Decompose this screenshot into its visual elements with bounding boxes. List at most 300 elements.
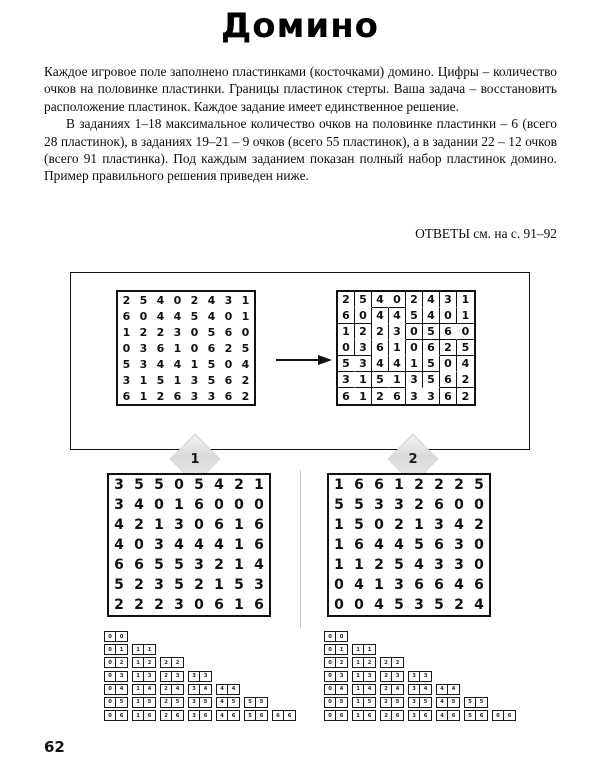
domino-half: 3 <box>409 711 420 720</box>
domino-tile <box>104 684 128 695</box>
puzzle-1-cell: 5 <box>149 475 169 495</box>
domino-half: 5 <box>200 698 211 707</box>
solution-cell: 6 <box>440 388 457 404</box>
solution-cell: 2 <box>406 292 423 308</box>
puzzle-2-cell: 5 <box>469 475 489 495</box>
domino-half: 0 <box>325 658 336 667</box>
puzzle-1-cell: 6 <box>209 595 229 615</box>
domino-half: 3 <box>189 685 200 694</box>
solution-cell: 6 <box>440 372 457 388</box>
domino-set-1 <box>104 631 300 723</box>
example-puzzle-cell: 3 <box>169 324 186 340</box>
domino-half: 5 <box>245 698 256 707</box>
solution-cell: 1 <box>338 324 355 340</box>
example-puzzle-cell: 4 <box>169 356 186 372</box>
puzzle-2-cell: 3 <box>389 495 409 515</box>
domino-half: 3 <box>409 698 420 707</box>
domino-tile <box>132 657 156 668</box>
solution-cell: 4 <box>372 308 389 324</box>
domino-half: 3 <box>172 672 183 681</box>
puzzle-2-cell: 0 <box>449 495 469 515</box>
domino-half: 2 <box>381 711 392 720</box>
domino-tile <box>408 671 432 682</box>
puzzle-2-cell: 3 <box>429 515 449 535</box>
example-puzzle-cell: 4 <box>237 356 254 372</box>
domino-half: 5 <box>465 711 476 720</box>
domino-set-row <box>104 710 300 721</box>
example-puzzle-cell: 0 <box>118 340 135 356</box>
domino-half: 4 <box>437 685 448 694</box>
domino-half: 4 <box>364 685 375 694</box>
domino-half: 4 <box>448 685 459 694</box>
puzzle-1-cell: 1 <box>229 555 249 575</box>
puzzle-2-cell: 5 <box>429 595 449 615</box>
domino-half: 6 <box>273 711 284 720</box>
puzzle-1-cell: 5 <box>129 475 149 495</box>
domino-half: 3 <box>409 685 420 694</box>
puzzle-badge-2-label: 2 <box>408 451 418 467</box>
solution-cell: 2 <box>457 372 474 388</box>
domino-half: 0 <box>325 685 336 694</box>
domino-set-row <box>324 697 520 708</box>
puzzle-2-cell: 4 <box>449 575 469 595</box>
example-puzzle-cell: 2 <box>220 340 237 356</box>
domino-tile <box>244 710 268 721</box>
solution-cell: 3 <box>406 388 423 404</box>
domino-half: 6 <box>228 711 239 720</box>
puzzle-1-cell: 4 <box>209 535 229 555</box>
domino-half: 4 <box>336 685 347 694</box>
domino-half: 5 <box>420 698 431 707</box>
domino-tile <box>352 671 376 682</box>
domino-half: 2 <box>161 698 172 707</box>
solution-cell: 1 <box>355 372 372 388</box>
domino-half: 0 <box>105 658 116 667</box>
puzzle-1-cell: 2 <box>189 575 209 595</box>
puzzle-2-cell: 0 <box>369 515 389 535</box>
puzzle-1-cell: 0 <box>169 475 189 495</box>
domino-half: 6 <box>448 711 459 720</box>
domino-half: 4 <box>437 711 448 720</box>
domino-half: 5 <box>364 698 375 707</box>
puzzle-1-cell: 2 <box>129 575 149 595</box>
example-puzzle-cell: 6 <box>203 340 220 356</box>
domino-half: 0 <box>105 632 116 641</box>
domino-half: 6 <box>364 711 375 720</box>
domino-half: 2 <box>381 658 392 667</box>
puzzle-2-cell: 6 <box>409 575 429 595</box>
puzzle-2-cell: 5 <box>349 495 369 515</box>
puzzle-2-cell: 3 <box>449 555 469 575</box>
example-puzzle-cell: 3 <box>203 388 220 404</box>
domino-tile <box>436 697 460 708</box>
domino-set-row <box>104 671 300 682</box>
puzzle-1-cell: 6 <box>109 555 129 575</box>
puzzle-2-cell: 1 <box>329 475 349 495</box>
domino-tile <box>408 697 432 708</box>
domino-half: 3 <box>336 672 347 681</box>
example-puzzle-cell: 6 <box>152 340 169 356</box>
domino-half: 2 <box>392 658 403 667</box>
domino-half: 3 <box>189 711 200 720</box>
domino-tile <box>104 671 128 682</box>
puzzle-2-cell: 4 <box>409 555 429 575</box>
domino-set-row <box>324 710 520 721</box>
puzzle-1-cell: 3 <box>169 515 189 535</box>
domino-set-row <box>324 644 520 655</box>
puzzle-1-cell: 2 <box>129 515 149 535</box>
puzzle-2-cell: 0 <box>469 495 489 515</box>
domino-tile <box>352 684 376 695</box>
solution-cell: 2 <box>372 388 389 404</box>
domino-half: 4 <box>437 698 448 707</box>
solution-cell: 3 <box>406 372 423 388</box>
puzzle-1-cell: 2 <box>149 595 169 615</box>
puzzle-1-cell: 0 <box>149 495 169 515</box>
puzzle-2-cell: 1 <box>389 475 409 495</box>
example-puzzle-cell: 3 <box>186 372 203 388</box>
example-puzzle-cell: 0 <box>237 324 254 340</box>
domino-half: 2 <box>364 658 375 667</box>
puzzle-2-cell: 1 <box>369 575 389 595</box>
puzzle-2-cell: 3 <box>369 495 389 515</box>
example-puzzle-cell: 0 <box>135 308 152 324</box>
domino-half: 0 <box>105 685 116 694</box>
puzzle-2-cell: 6 <box>349 535 369 555</box>
domino-half: 5 <box>116 698 127 707</box>
example-puzzle-cell: 4 <box>152 292 169 308</box>
domino-tile <box>324 684 348 695</box>
example-puzzle-cell: 5 <box>203 324 220 340</box>
puzzle-2-cell: 2 <box>469 515 489 535</box>
puzzle-1-cell: 1 <box>229 595 249 615</box>
puzzle-1-cell: 0 <box>229 495 249 515</box>
domino-half: 1 <box>336 645 347 654</box>
puzzle-1-cell: 5 <box>169 555 189 575</box>
example-puzzle-cell: 2 <box>118 292 135 308</box>
solution-cell: 4 <box>389 308 406 324</box>
puzzle-1-cell: 3 <box>109 475 129 495</box>
puzzle-1-cell: 3 <box>169 595 189 615</box>
domino-half: 1 <box>364 645 375 654</box>
domino-set-row <box>104 631 300 642</box>
puzzle-2-cell: 6 <box>369 475 389 495</box>
puzzle-grid-2 <box>327 473 491 617</box>
domino-tile <box>324 657 348 668</box>
example-puzzle-cell: 3 <box>135 340 152 356</box>
domino-set-row <box>104 697 300 708</box>
puzzle-1-cell: 5 <box>149 555 169 575</box>
domino-tile <box>132 671 156 682</box>
puzzle-1-cell: 6 <box>209 515 229 535</box>
domino-half: 5 <box>172 698 183 707</box>
domino-tile <box>104 631 128 642</box>
solution-cell: 0 <box>457 324 474 340</box>
solution-cell: 4 <box>423 308 440 324</box>
domino-tile <box>324 644 348 655</box>
domino-half: 3 <box>189 672 200 681</box>
domino-tile <box>324 697 348 708</box>
domino-tile <box>216 697 240 708</box>
domino-set-2 <box>324 631 520 723</box>
domino-half: 0 <box>325 698 336 707</box>
example-puzzle-cell: 0 <box>220 308 237 324</box>
domino-half: 0 <box>325 645 336 654</box>
domino-tile <box>352 657 376 668</box>
solution-cell: 6 <box>389 388 406 404</box>
domino-half: 2 <box>161 685 172 694</box>
domino-half: 2 <box>161 672 172 681</box>
domino-half: 5 <box>448 698 459 707</box>
domino-tile <box>436 710 460 721</box>
domino-half: 1 <box>133 685 144 694</box>
intro-text <box>44 63 557 185</box>
solution-cell: 3 <box>440 292 457 308</box>
domino-half: 4 <box>144 685 155 694</box>
domino-half: 3 <box>409 672 420 681</box>
puzzle-badge-1-label: 1 <box>190 451 200 467</box>
column-divider <box>300 470 301 628</box>
puzzle-2-cell: 2 <box>449 475 469 495</box>
puzzle-2-cell: 1 <box>349 555 369 575</box>
solution-cell: 1 <box>457 292 474 308</box>
puzzle-1-cell: 2 <box>109 595 129 615</box>
puzzle-1-cell: 4 <box>169 535 189 555</box>
puzzle-1-cell: 0 <box>129 535 149 555</box>
domino-half: 6 <box>476 711 487 720</box>
puzzle-2-cell: 4 <box>369 535 389 555</box>
puzzle-1-cell: 4 <box>189 535 209 555</box>
domino-half: 4 <box>228 685 239 694</box>
domino-tile <box>188 697 212 708</box>
domino-half: 3 <box>144 672 155 681</box>
domino-tile <box>324 671 348 682</box>
domino-half: 6 <box>420 711 431 720</box>
puzzle-1-cell: 0 <box>249 495 269 515</box>
puzzle-1-cell: 3 <box>249 575 269 595</box>
domino-half: 6 <box>144 711 155 720</box>
puzzle-2-cell: 5 <box>389 555 409 575</box>
domino-tile <box>352 644 376 655</box>
solution-cell: 0 <box>440 308 457 324</box>
puzzle-1-cell: 0 <box>189 515 209 535</box>
example-puzzle-cell: 1 <box>135 372 152 388</box>
domino-tile <box>104 697 128 708</box>
puzzle-1-cell: 5 <box>169 575 189 595</box>
domino-half: 2 <box>161 658 172 667</box>
domino-half: 6 <box>336 711 347 720</box>
domino-half: 2 <box>116 658 127 667</box>
solution-cell: 6 <box>440 324 457 340</box>
domino-set-row <box>324 684 520 695</box>
puzzle-1-cell: 5 <box>109 575 129 595</box>
domino-tile <box>104 657 128 668</box>
puzzle-1-cell: 5 <box>229 575 249 595</box>
solution-cell: 0 <box>406 340 423 356</box>
puzzle-1-cell: 6 <box>249 515 269 535</box>
example-puzzle-cell: 2 <box>152 388 169 404</box>
domino-half: 6 <box>200 711 211 720</box>
domino-half: 5 <box>144 698 155 707</box>
solution-cell: 6 <box>372 340 389 356</box>
domino-half: 4 <box>217 685 228 694</box>
domino-half: 1 <box>133 711 144 720</box>
solution-cell: 1 <box>355 388 372 404</box>
solution-cell: 3 <box>355 340 372 356</box>
puzzle-2-cell: 2 <box>429 475 449 495</box>
domino-half: 5 <box>245 711 256 720</box>
domino-tile <box>408 710 432 721</box>
domino-tile <box>132 644 156 655</box>
domino-half: 0 <box>336 632 347 641</box>
solution-cell: 2 <box>355 324 372 340</box>
domino-tile <box>160 671 184 682</box>
domino-half: 3 <box>392 672 403 681</box>
puzzle-1-cell: 5 <box>189 475 209 495</box>
domino-set-row <box>104 657 300 668</box>
solution-cell: 1 <box>406 356 423 372</box>
example-puzzle-cell: 2 <box>237 388 254 404</box>
puzzle-1-cell: 6 <box>129 555 149 575</box>
puzzle-2-cell: 4 <box>369 595 389 615</box>
puzzle-2-cell: 4 <box>389 535 409 555</box>
puzzle-1-cell: 1 <box>229 535 249 555</box>
example-puzzle-cell: 6 <box>118 308 135 324</box>
page-number: 62 <box>44 738 65 756</box>
solution-cell: 4 <box>457 356 474 372</box>
puzzle-2-cell: 6 <box>429 535 449 555</box>
example-puzzle-cell: 5 <box>237 340 254 356</box>
puzzle-2-cell: 4 <box>349 575 369 595</box>
solution-cell: 0 <box>389 292 406 308</box>
domino-tile <box>244 697 268 708</box>
domino-half: 3 <box>116 672 127 681</box>
solution-cell: 2 <box>440 340 457 356</box>
domino-tile <box>324 710 348 721</box>
solution-cell: 0 <box>406 324 423 340</box>
solution-cell: 0 <box>338 340 355 356</box>
domino-half: 4 <box>200 685 211 694</box>
solution-cell: 4 <box>423 292 440 308</box>
domino-half: 1 <box>133 698 144 707</box>
domino-half: 1 <box>353 658 364 667</box>
intro-paragraph-2: В заданиях 1–18 максимальное количество очков на половинке пластинки – 6 (всего 28 пластинок), в заданиях 19–21 – 9 очков (всего 55 пластинок), а в задании 22 – 12 очков (всего 91 пластинка). Под каждым заданием показан полный набор пластинок домино. Пример правильного решения приведен ниже. <box>44 116 557 184</box>
example-puzzle-cell: 6 <box>169 388 186 404</box>
puzzle-2-cell: 0 <box>329 575 349 595</box>
example-puzzle-cell: 3 <box>118 372 135 388</box>
domino-half: 2 <box>381 698 392 707</box>
domino-half: 2 <box>381 685 392 694</box>
puzzle-1-cell: 3 <box>189 555 209 575</box>
domino-tile <box>104 710 128 721</box>
example-puzzle-cell: 0 <box>169 292 186 308</box>
solution-cell: 1 <box>457 308 474 324</box>
domino-tile <box>216 710 240 721</box>
puzzle-1-cell: 4 <box>209 475 229 495</box>
domino-half: 0 <box>325 632 336 641</box>
solution-cell: 3 <box>389 324 406 340</box>
domino-half: 1 <box>353 698 364 707</box>
domino-half: 6 <box>116 711 127 720</box>
example-puzzle-cell: 1 <box>186 356 203 372</box>
puzzle-1-cell: 1 <box>209 575 229 595</box>
puzzle-2-cell: 6 <box>429 495 449 515</box>
puzzle-2-cell: 2 <box>449 595 469 615</box>
domino-set-row <box>324 631 520 642</box>
puzzle-2-cell: 4 <box>449 515 469 535</box>
solution-cell: 5 <box>355 292 372 308</box>
arrow-right-icon <box>276 353 332 365</box>
domino-half: 1 <box>353 685 364 694</box>
intro-paragraph-1: Каждое игровое поле заполнено пластинками (косточками) домино. Цифры – количество очков на половинке пластинки. Границы пластинок стерты. Ваша задача – восстановить расположение пластинок. Каждое задание имеет единственное решение. <box>44 64 557 114</box>
domino-set-row <box>324 671 520 682</box>
example-puzzle-grid <box>116 290 256 406</box>
puzzle-1-cell: 3 <box>149 535 169 555</box>
domino-half: 1 <box>353 672 364 681</box>
example-solution-grid <box>336 290 476 406</box>
domino-half: 4 <box>217 711 228 720</box>
puzzle-2-cell: 1 <box>329 515 349 535</box>
puzzle-2-cell: 2 <box>409 495 429 515</box>
example-puzzle-cell: 4 <box>203 292 220 308</box>
example-puzzle-cell: 1 <box>135 388 152 404</box>
domino-tile <box>160 657 184 668</box>
example-puzzle-cell: 6 <box>220 388 237 404</box>
domino-half: 5 <box>476 698 487 707</box>
puzzle-2-cell: 0 <box>329 595 349 615</box>
example-puzzle-cell: 4 <box>169 308 186 324</box>
puzzle-2-cell: 3 <box>429 555 449 575</box>
puzzle-1-cell: 1 <box>249 475 269 495</box>
example-frame <box>70 272 530 450</box>
domino-tile <box>408 684 432 695</box>
example-puzzle-cell: 1 <box>237 292 254 308</box>
puzzle-grid-1 <box>107 473 271 617</box>
domino-half: 6 <box>392 711 403 720</box>
domino-tile <box>160 697 184 708</box>
domino-tile <box>188 710 212 721</box>
domino-tile <box>188 684 212 695</box>
puzzle-1-cell: 3 <box>109 495 129 515</box>
solution-cell: 5 <box>457 340 474 356</box>
puzzle-1-cell: 1 <box>229 515 249 535</box>
domino-half: 0 <box>105 645 116 654</box>
solution-cell: 5 <box>372 372 389 388</box>
example-puzzle-cell: 5 <box>135 292 152 308</box>
domino-tile <box>160 684 184 695</box>
example-puzzle-cell: 0 <box>186 324 203 340</box>
puzzle-2-cell: 2 <box>409 475 429 495</box>
example-puzzle-cell: 4 <box>203 308 220 324</box>
puzzle-1-cell: 2 <box>129 595 149 615</box>
example-puzzle-cell: 6 <box>220 372 237 388</box>
example-puzzle-cell: 6 <box>118 388 135 404</box>
domino-half: 2 <box>144 658 155 667</box>
solution-cell: 5 <box>406 308 423 324</box>
domino-tile <box>380 657 404 668</box>
domino-tile <box>324 631 348 642</box>
solution-cell: 6 <box>338 308 355 324</box>
domino-half: 6 <box>493 711 504 720</box>
solution-cell: 4 <box>389 356 406 372</box>
domino-half: 5 <box>392 698 403 707</box>
domino-half: 5 <box>465 698 476 707</box>
domino-tile <box>188 671 212 682</box>
domino-tile <box>464 697 488 708</box>
puzzle-2-cell: 5 <box>349 515 369 535</box>
domino-half: 3 <box>200 672 211 681</box>
example-puzzle-cell: 6 <box>220 324 237 340</box>
